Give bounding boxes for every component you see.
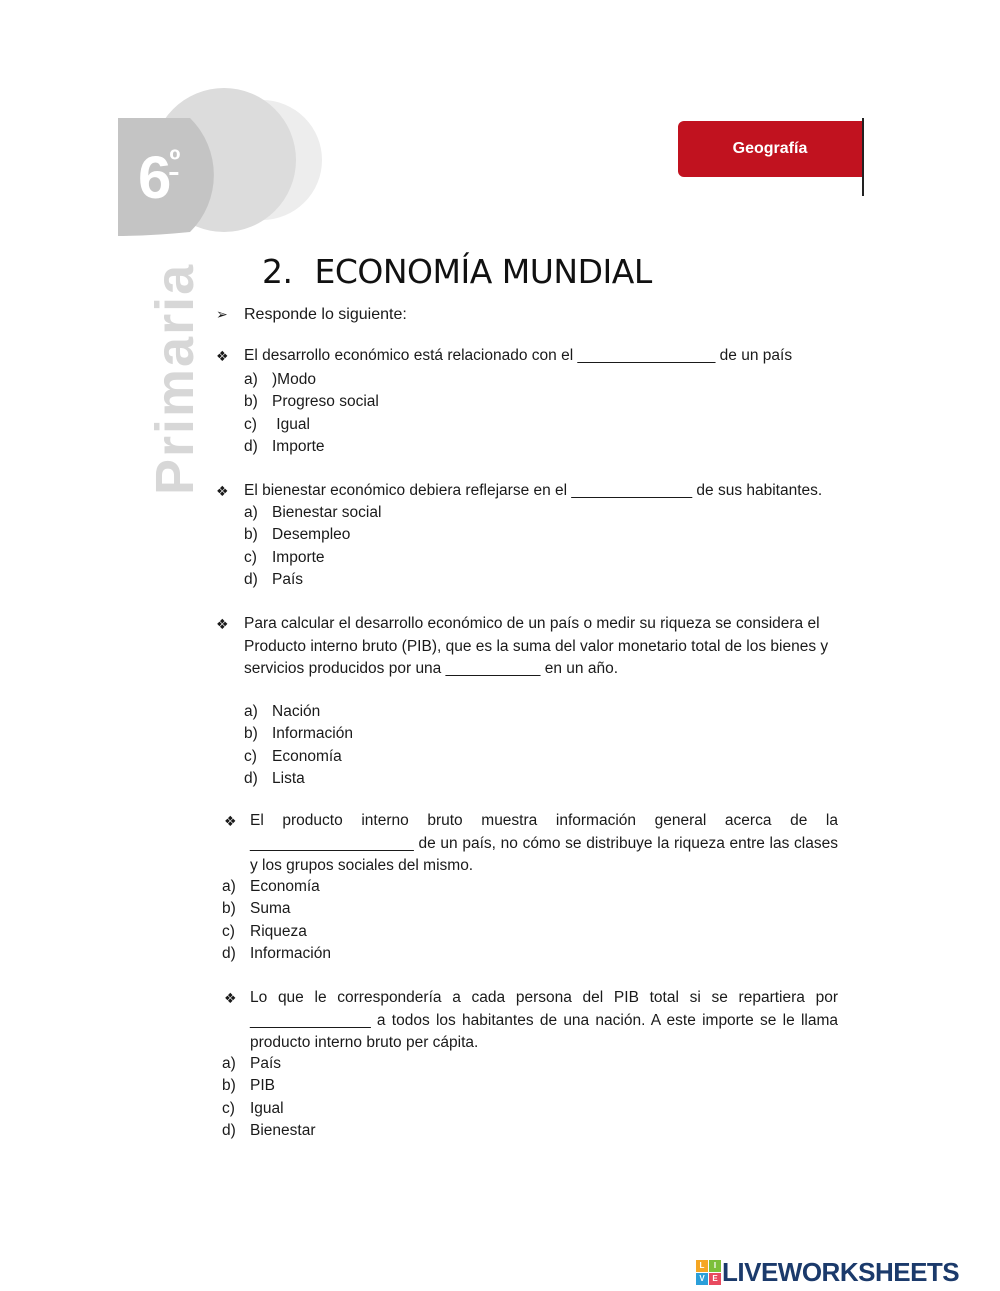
option[interactable]: d) Información (222, 944, 331, 962)
option[interactable]: b) Desempleo (244, 526, 351, 544)
question-1: ❖ El desarrollo económico está relacionado con el ________________ de un país (216, 345, 876, 369)
option[interactable]: b) Suma (222, 900, 291, 918)
question-2: ❖ El bienestar económico debiera reflejarse en el ______________ de sus habitantes. (216, 480, 876, 504)
option[interactable]: a) Economía (222, 878, 320, 895)
option[interactable]: a) País (222, 1055, 282, 1072)
diamond-bullet-icon: ❖ (224, 990, 237, 1006)
question-3-options (244, 701, 353, 790)
option[interactable]: d) Bienestar (222, 1121, 316, 1139)
question-3: ❖ Para calcular el desarrollo económico de un país o medir su riqueza se considera el Producto interno bruto (PIB), que es la suma del valor monetario total de los bienes y servicios producidos por una ___________ en un año. (216, 615, 829, 677)
diamond-bullet-icon: ❖ (216, 483, 229, 499)
arrow-bullet-icon: ➢ (216, 306, 228, 322)
question-1-options (244, 369, 379, 458)
grade-label: $6^º$ (138, 144, 179, 211)
page-title: 2. ECONOMÍA MUNDIAL (262, 252, 652, 291)
option[interactable]: d) Importe (244, 437, 325, 455)
option[interactable]: b) Información (244, 725, 353, 743)
question-4: ❖ El producto interno bruto muestra información general acerca de la ___________________ de un país, no cómo se distribuye la riqueza entre las clases y los grupos sociales del mismo. (224, 812, 838, 874)
option[interactable]: c) Igual (244, 415, 310, 433)
option[interactable]: a) Bienestar social (244, 504, 382, 521)
option[interactable]: c) Igual (222, 1099, 284, 1117)
diamond-bullet-icon: ❖ (216, 616, 229, 632)
instruction: ➢ Responde lo siguiente: (216, 302, 407, 327)
logo-blocks-icon: L I V E (696, 1260, 720, 1284)
diamond-bullet-icon: ❖ (216, 348, 229, 364)
liveworksheets-logo: L I V E LIVEWORKSHEETS (696, 1256, 959, 1288)
question-4-options (222, 876, 331, 965)
option[interactable]: a) )Modo (244, 371, 316, 388)
level-label: Primaria (145, 262, 205, 495)
option[interactable]: d) Lista (244, 769, 305, 787)
option[interactable]: c) Importe (244, 548, 325, 566)
subject-divider (862, 118, 864, 196)
option[interactable]: c) Riqueza (222, 922, 307, 940)
option[interactable]: c) Economía (244, 747, 342, 765)
option[interactable]: a) Nación (244, 703, 321, 720)
option[interactable]: b) Progreso social (244, 393, 379, 411)
question-2-options (244, 502, 381, 591)
question-5-options (222, 1053, 315, 1142)
question-5: ❖ Lo que le correspondería a cada persona del PIB total si se repartiera por ______________ a todos los habitantes de una nación. A este importe se le llama producto interno bruto per cápita. (224, 989, 838, 1051)
option[interactable]: d) País (244, 570, 304, 588)
option[interactable]: b) PIB (222, 1077, 275, 1095)
diamond-bullet-icon: ❖ (224, 813, 237, 829)
subject-tab: Geografía (678, 121, 862, 177)
